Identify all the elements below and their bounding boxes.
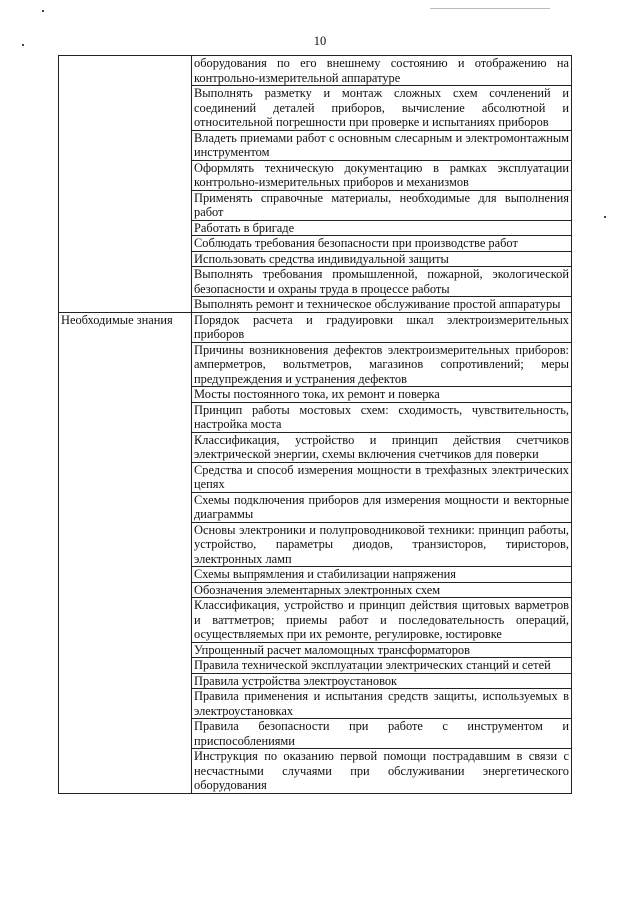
- table-body: [59, 56, 572, 794]
- item-cell: [192, 642, 572, 658]
- item-cell: [192, 658, 572, 674]
- item-text: Принцип работы мостовых схем: сходимость, чувствительность, настройка моста: [194, 402, 569, 431]
- item-cell: [192, 267, 572, 297]
- item-cell: [192, 236, 572, 252]
- item-text: Выполнять требования промышленной, пожарной, экологической безопасности и охраны труда в процессе работы: [194, 267, 569, 296]
- item-text: Работать в бригаде: [194, 220, 295, 235]
- item-text: Правила безопасности при работе с инструментом и приспособлениями: [194, 719, 569, 748]
- scan-mark: [42, 10, 44, 12]
- item-text: Обозначения элементарных электронных схем: [194, 582, 441, 597]
- table-row: [59, 312, 572, 342]
- item-text: Инструкция по оказанию первой помощи пострадавшим в связи с несчастными случаями при обслуживании энергетического оборудования: [194, 749, 569, 792]
- item-cell: [192, 220, 572, 236]
- item-text: Классификация, устройство и принцип действия щитовых варметров и ваттметров; приемы работ и последовательность операций, осуществляемых при их ремонте, регулировке, юстировке: [194, 598, 569, 641]
- item-cell: [192, 387, 572, 403]
- item-text: Основы электроники и полупроводниковой техники: принцип работы, устройство, параметры диодов, транзисторов, тиристоров, электронных ламп: [194, 522, 569, 566]
- item-text: Соблюдать требования безопасности при производстве работ: [194, 236, 518, 250]
- item-cell: [192, 567, 572, 583]
- item-cell: [192, 190, 572, 220]
- item-text: Правила технической эксплуатации электрических станций и сетей: [194, 658, 551, 672]
- section-label-cell: [59, 312, 192, 793]
- item-cell: [192, 402, 572, 432]
- item-cell: [192, 160, 572, 190]
- item-cell: [192, 56, 572, 86]
- item-cell: [192, 492, 572, 522]
- item-text: Мосты постоянного тока, их ремонт и поверка: [194, 387, 440, 401]
- competency-table: [58, 55, 572, 794]
- item-text: Порядок расчета и градуировки шкал электроизмерительных приборов: [194, 312, 569, 341]
- item-text: Причины возникновения дефектов электроизмерительных приборов: амперметров, вольтметров, магазинов сопротивлений; меры предупреждения и устранения дефектов: [194, 342, 569, 386]
- item-text: Упрощенный расчет маломощных трансформаторов: [194, 642, 470, 657]
- item-text: Правила устройства электроустановок: [194, 673, 398, 688]
- item-cell: [192, 462, 572, 492]
- item-text: Правила применения и испытания средств защиты, используемых в электроустановках: [194, 689, 569, 718]
- item-cell: [192, 312, 572, 342]
- item-text: Владеть приемами работ с основным слесарным и электромонтажным инструментом: [194, 130, 569, 159]
- item-text: Выполнять ремонт и техническое обслуживание простой аппаратуры: [194, 297, 561, 311]
- item-cell: [192, 749, 572, 794]
- item-cell: [192, 582, 572, 598]
- item-cell: [192, 130, 572, 160]
- page-number: 10: [313, 34, 327, 48]
- item-cell: [192, 719, 572, 749]
- item-text: Средства и способ измерения мощности в трехфазных электрических цепях: [194, 462, 569, 491]
- item-text: Применять справочные материалы, необходимые для выполнения работ: [194, 190, 569, 219]
- item-cell: [192, 86, 572, 131]
- item-cell: [192, 251, 572, 267]
- scan-mark: [604, 216, 606, 218]
- item-cell: [192, 689, 572, 719]
- item-text: Схемы выпрямления и стабилизации напряжения: [194, 567, 456, 581]
- item-cell: [192, 342, 572, 387]
- item-cell: [192, 522, 572, 567]
- table-row: [59, 56, 572, 86]
- item-cell: [192, 432, 572, 462]
- item-cell: [192, 598, 572, 643]
- item-cell: [192, 673, 572, 689]
- scan-mark: [430, 8, 550, 9]
- section-label-cell: [59, 56, 192, 313]
- item-cell: [192, 297, 572, 313]
- item-text: Схемы подключения приборов для измерения мощности и векторные диаграммы: [194, 492, 569, 521]
- item-text: Классификация, устройство и принцип действия счетчиков электрической энергии, схемы включения счетчиков для поверки: [194, 432, 569, 461]
- section-label: Необходимые знания: [61, 312, 173, 327]
- item-text: Использовать средства индивидуальной защиты: [194, 251, 449, 266]
- item-text: Выполнять разметку и монтаж сложных схем сочленений и соединений деталей приборов, вычисление абсолютной и относительной погрешности при проверке и испытаниях приборов: [194, 86, 569, 129]
- item-text: Оформлять техническую документацию в рамках эксплуатации контрольно-измерительных приборов и механизмов: [194, 160, 569, 189]
- item-text: оборудования по его внешнему состоянию и отображению на контрольно-измерительной аппаратуре: [194, 56, 569, 85]
